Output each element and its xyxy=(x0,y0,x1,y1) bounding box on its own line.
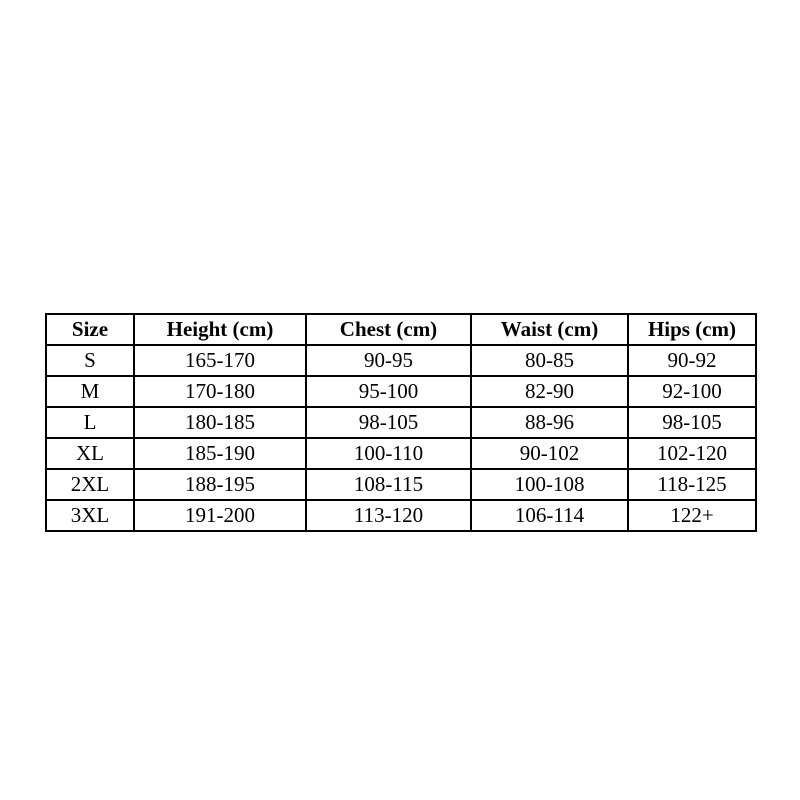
cell-chest: 113-120 xyxy=(306,500,471,531)
cell-size: L xyxy=(46,407,134,438)
cell-waist: 88-96 xyxy=(471,407,628,438)
cell-height: 185-190 xyxy=(134,438,306,469)
cell-chest: 95-100 xyxy=(306,376,471,407)
size-chart-container xyxy=(45,313,755,532)
table-header-row xyxy=(46,314,756,345)
cell-hips: 98-105 xyxy=(628,407,756,438)
cell-height: 191-200 xyxy=(134,500,306,531)
cell-hips: 90-92 xyxy=(628,345,756,376)
cell-waist: 106-114 xyxy=(471,500,628,531)
cell-chest: 90-95 xyxy=(306,345,471,376)
table-row xyxy=(46,438,756,469)
table-row xyxy=(46,407,756,438)
size-chart-table xyxy=(45,313,757,532)
cell-hips: 122+ xyxy=(628,500,756,531)
table-row xyxy=(46,500,756,531)
column-header-size: Size xyxy=(46,314,134,345)
cell-waist: 90-102 xyxy=(471,438,628,469)
column-header-hips: Hips (cm) xyxy=(628,314,756,345)
column-header-waist: Waist (cm) xyxy=(471,314,628,345)
cell-waist: 82-90 xyxy=(471,376,628,407)
cell-hips: 92-100 xyxy=(628,376,756,407)
cell-size: 3XL xyxy=(46,500,134,531)
cell-size: M xyxy=(46,376,134,407)
cell-waist: 100-108 xyxy=(471,469,628,500)
cell-size: 2XL xyxy=(46,469,134,500)
cell-height: 180-185 xyxy=(134,407,306,438)
cell-size: S xyxy=(46,345,134,376)
column-header-chest: Chest (cm) xyxy=(306,314,471,345)
table-row xyxy=(46,345,756,376)
cell-size: XL xyxy=(46,438,134,469)
cell-height: 165-170 xyxy=(134,345,306,376)
cell-chest: 108-115 xyxy=(306,469,471,500)
cell-hips: 118-125 xyxy=(628,469,756,500)
cell-chest: 98-105 xyxy=(306,407,471,438)
table-row xyxy=(46,469,756,500)
column-header-height: Height (cm) xyxy=(134,314,306,345)
cell-hips: 102-120 xyxy=(628,438,756,469)
cell-height: 188-195 xyxy=(134,469,306,500)
table-row xyxy=(46,376,756,407)
cell-height: 170-180 xyxy=(134,376,306,407)
cell-chest: 100-110 xyxy=(306,438,471,469)
cell-waist: 80-85 xyxy=(471,345,628,376)
